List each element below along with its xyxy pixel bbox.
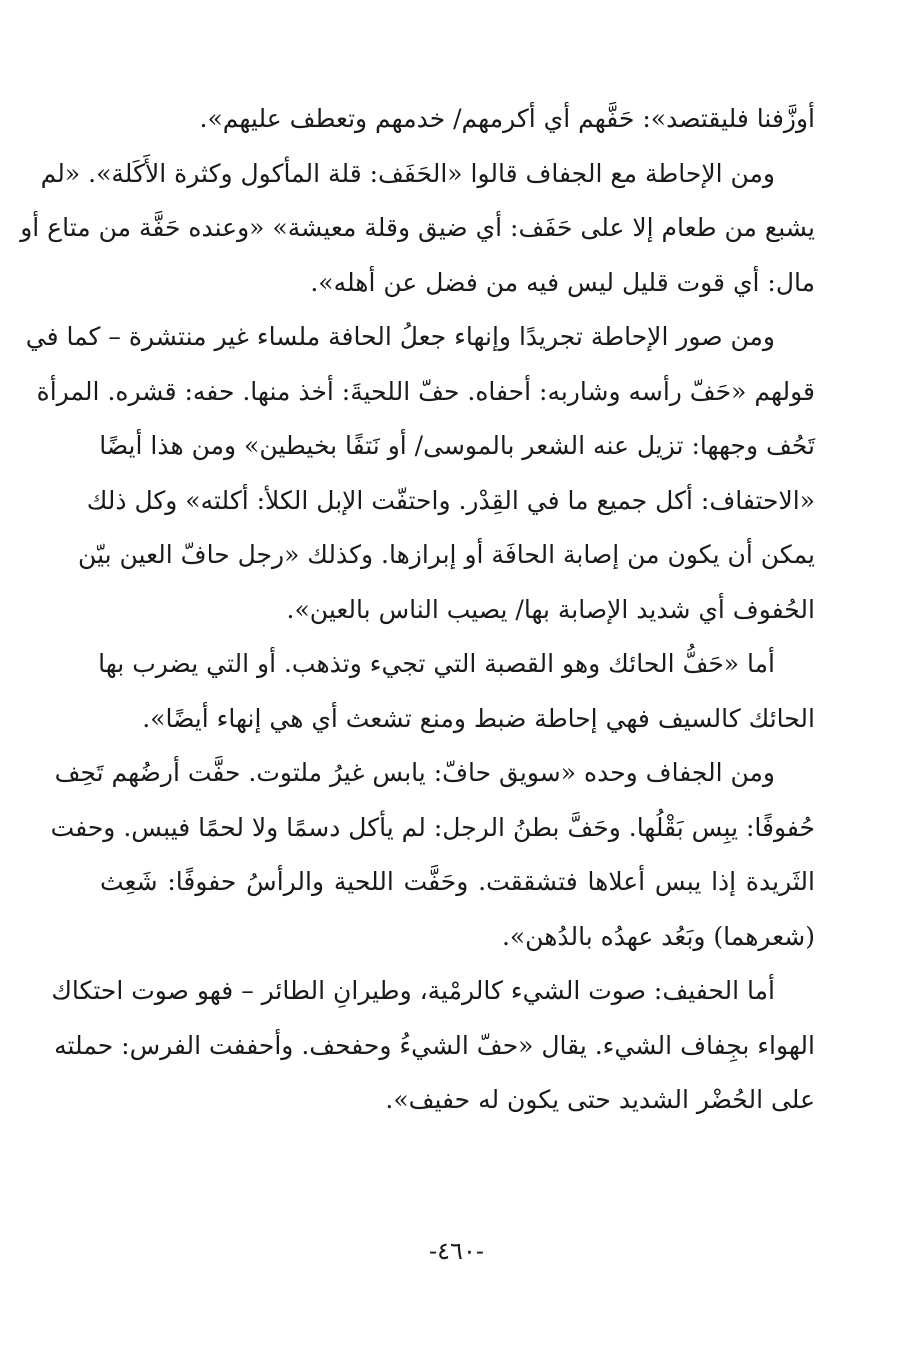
paragraph-1 (100, 92, 815, 147)
body-text (20, 92, 815, 1128)
paragraph-4 (100, 637, 815, 746)
text-line: قولهم «حَفّ رأسه وشاربه: أحفاه. حفّ اللحيةَ: أخذ منها. حفه: قشره. المرأة (36, 376, 815, 406)
text-line: ومن صور الإحاطة تجريدًا وإنهاء جعلُ الحافة ملساء غير منتشرة – كما في (25, 322, 775, 351)
text-line: يمكن أن يكون من إصابة الحافَة أو إبرازها. وكذلك «رجل حافّ العين بيّن (78, 540, 815, 569)
text-line: الهواء بجِفاف الشيء. يقال «حفّ الشيءُ وحفحف. وأحففت الفرس: حملته (54, 1030, 815, 1060)
text-line: (شعرهما) وبَعُد عهدُه بالدُهن». (501, 921, 815, 951)
text-line: يشبع من طعام إلا على حَفَف: أي ضيق وقلة معيشة» «وعنده حَفَّة من متاع أو (20, 213, 815, 242)
text-line: أما الحفيف: صوت الشيء كالرمْية، وطيرانِ الطائر – فهو صوت احتكاك (51, 976, 775, 1005)
text-line: ومن الجفاف وحده «سويق حافّ: يابس غيرُ ملتوت. حفَّت أرضُهم تَحِف (54, 758, 775, 787)
text-line: الحائك كالسيف فهي إحاطة ضبط ومنع تشعث أي هي إنهاء أيضًا». (142, 703, 815, 733)
paragraph-3 (25, 310, 815, 637)
page-number: -٤٦٠- (429, 1237, 484, 1265)
paragraph-6 (51, 964, 815, 1128)
text-line: مال: أي قوت قليل ليس فيه من فضل عن أهله». (310, 267, 815, 297)
text-line: حُفوفًا: يبِس بَقْلُها. وحَفَّ بطنُ الرجل: لم يأكل دسمًا ولا لحمًا فيبس. وحفت (50, 812, 815, 842)
paragraph-2 (20, 147, 815, 311)
text-line: «الاحتفاف: أكل جميع ما في القِدْر. واحتفّت الإبل الكلأ: أكلته» وكل ذلك (86, 485, 815, 515)
text-line: الحُفوف أي شديد الإصابة بها/ يصيب الناس بالعين». (286, 594, 815, 624)
text-line: أما «حَفُّ الحائك وهو القصبة التي تجيء وتذهب. أو التي يضرب بها (98, 649, 775, 678)
text-line: الثَريدة إذا يبس أعلاها فتشققت. وحَفَّت اللحية والرأسُ حفوفًا: شَعِث (100, 867, 815, 896)
text-line: أوزَّفنا فليقتصد»: حَفَّهم أي أكرمهم/ خدمهم وتعطف عليهم». (199, 104, 815, 133)
paragraph-5 (50, 746, 815, 964)
text-line: تَحُف وجهها: تزيل عنه الشعر بالموسى/ أو نَتفًا بخيطين» ومن هذا أيضًا (99, 431, 815, 460)
text-line: على الحُضْر الشديد حتى يكون له حفيف». (385, 1085, 815, 1114)
text-line: ومن الإحاطة مع الجفاف قالوا «الحَفَف: قلة المأكول وكثرة الأَكَلة». «لم (40, 158, 775, 188)
